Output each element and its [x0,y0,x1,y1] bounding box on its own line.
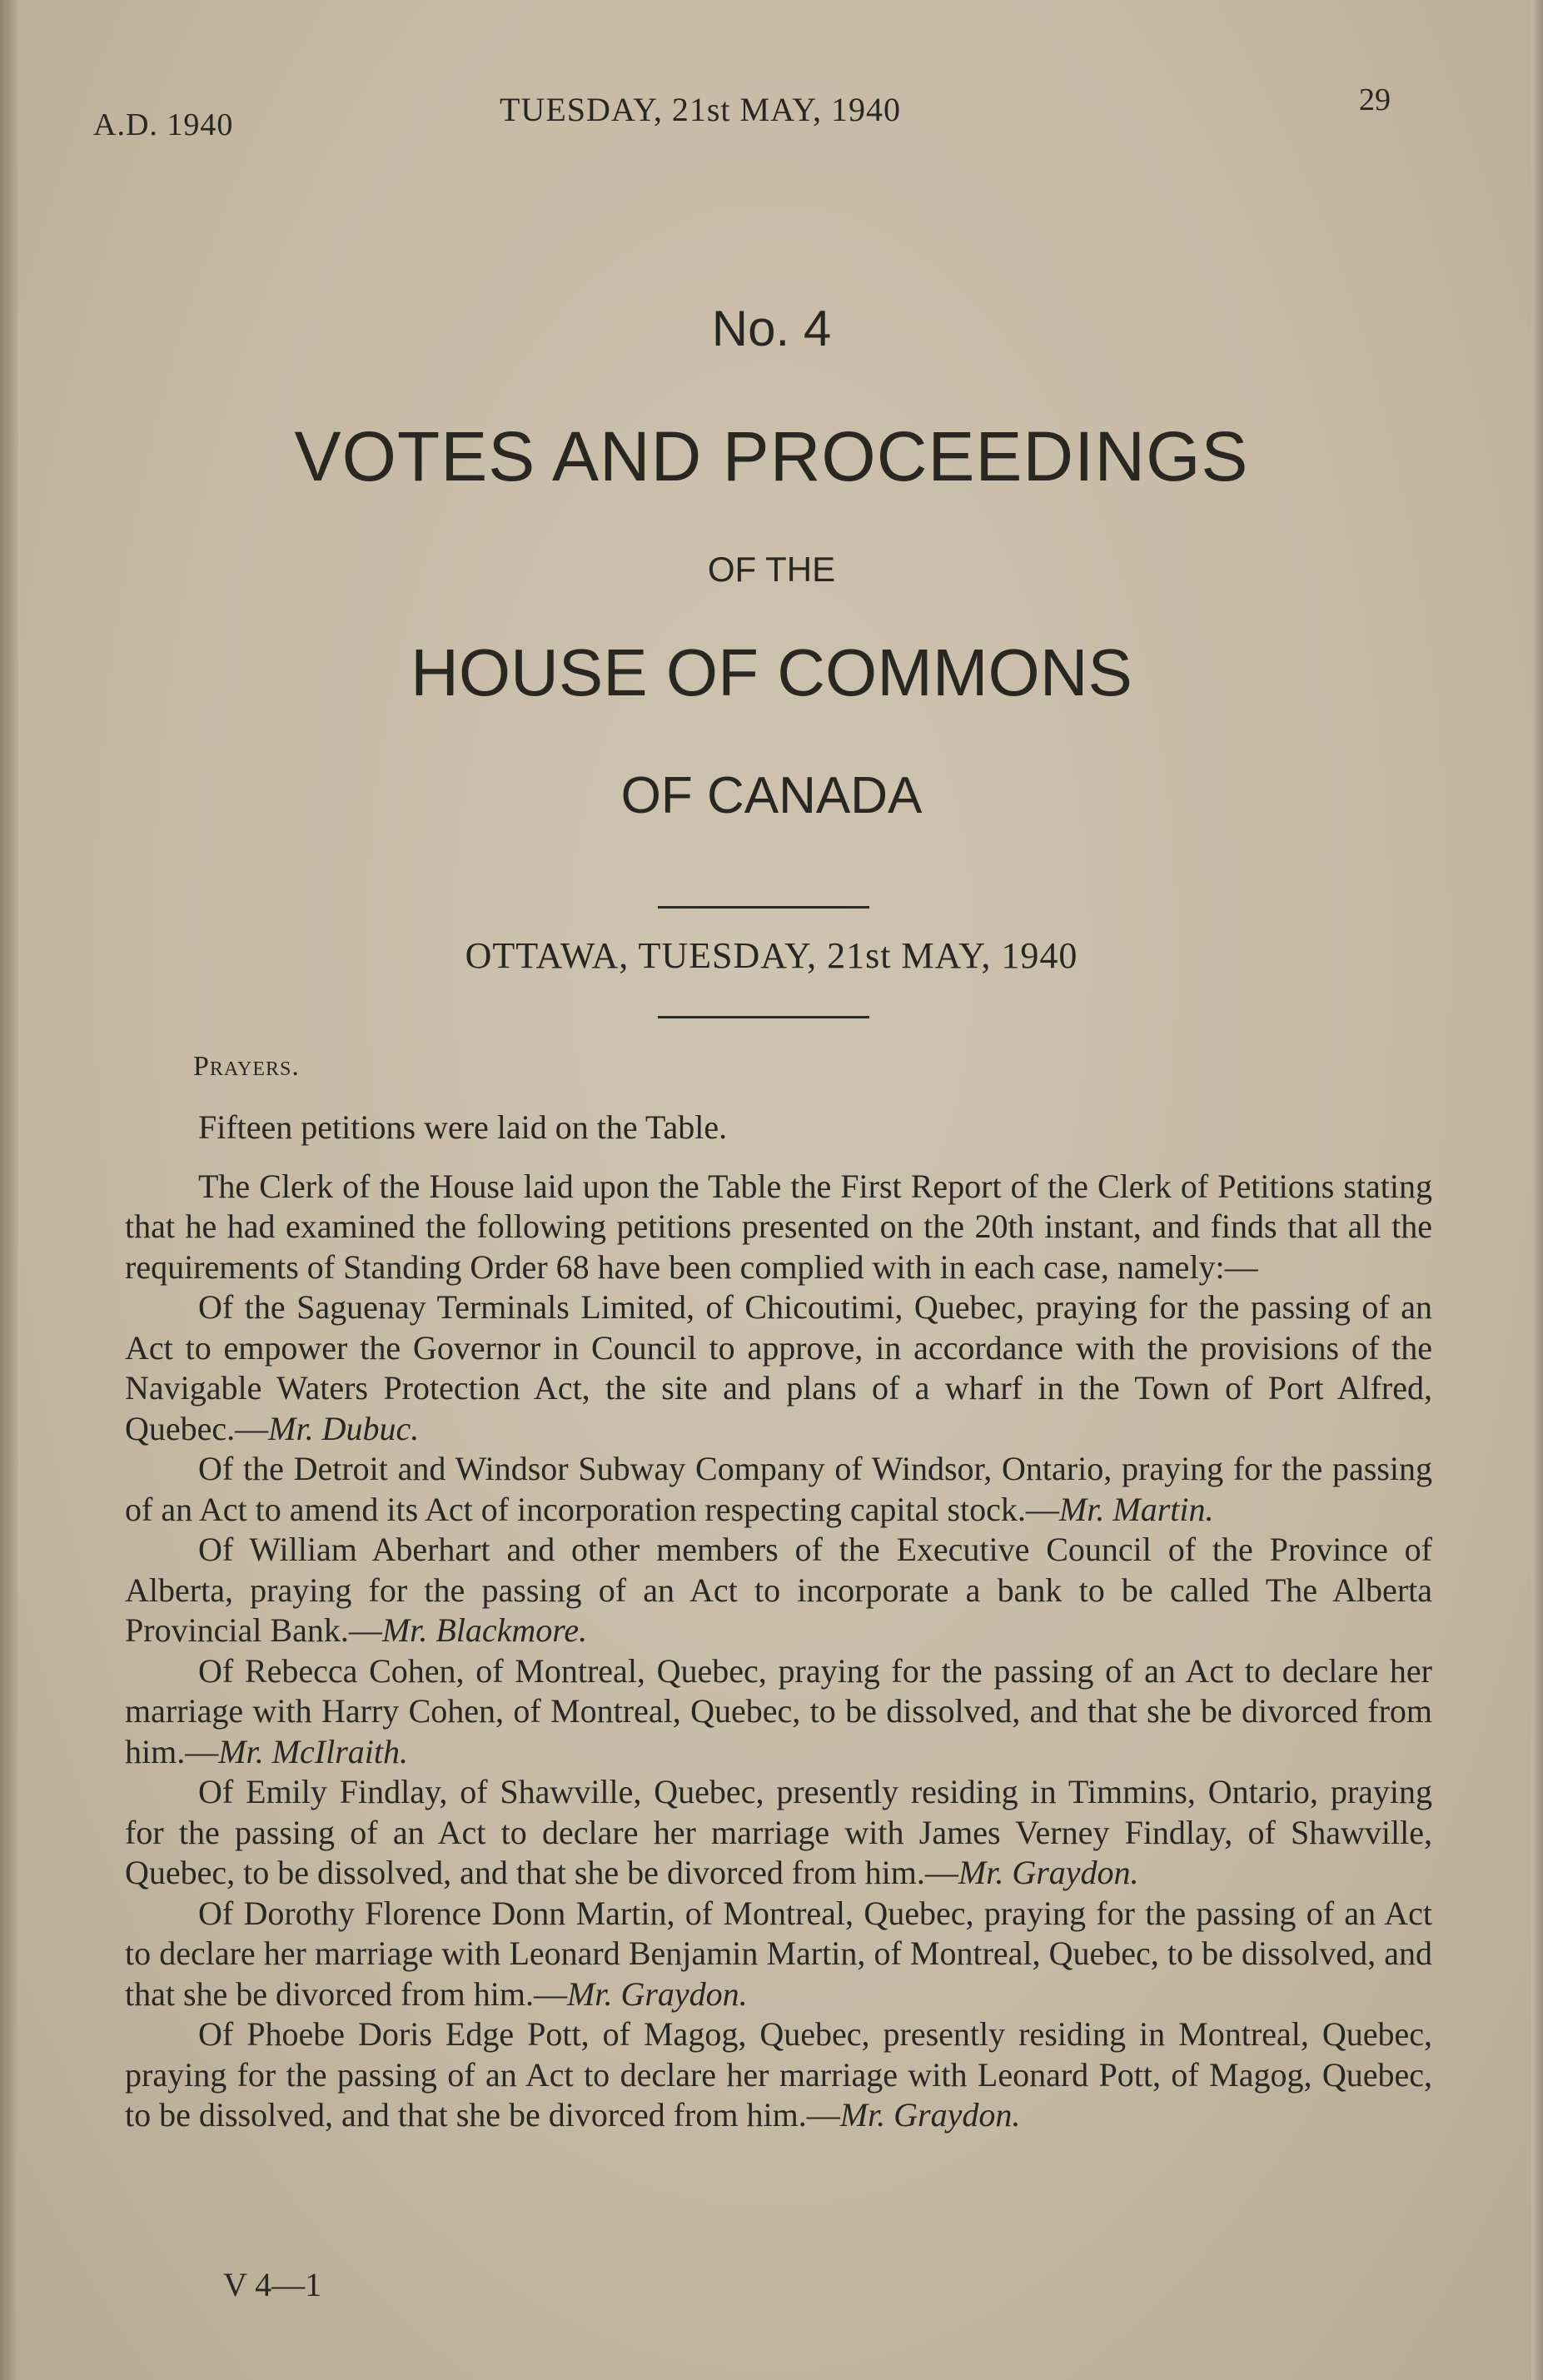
title-of-the: OF THE [707,550,836,589]
petition-member: Mr. Martin. [1058,1490,1214,1528]
petition-text: Of Phoebe Doris Edge Pott, of Magog, Quebec, presently residing in Montreal, Quebec, praying for the passing of an Act to declare her marriage with Leonard Pott, of Magog, Quebec, to be dissolved, and that she be divorced from him.— [125,2015,1432,2134]
petition-text: Of the Detroit and Windsor Subway Company of Windsor, Ontario, praying for the passing of an Act to amend its Act of incorporation respecting capital stock.— [125,1450,1432,1528]
petition-text: Of Emily Findlay, of Shawville, Quebec, presently residing in Timmins, Ontario, praying for the passing of an Act to declare her marriage with James Verney Findlay, of Shawville, Quebec, to be dissolved, and that she be divorced from him.— [125,1773,1432,1891]
petition-member: Mr. Dubuc. [268,1409,420,1447]
title-house: HOUSE OF COMMONS [411,635,1132,710]
title-canada: OF CANADA [620,767,923,824]
dateline: OTTAWA, TUESDAY, 21st MAY, 1940 [465,935,1078,976]
issue-number: No. 4 [711,301,832,356]
divider-rule-bottom [658,1016,869,1018]
page-number: 29 [1359,82,1391,117]
paragraph-petitions-laid: Fifteen petitions were laid on the Table. [198,1108,728,1146]
petition-text: Of Rebecca Cohen, of Montreal, Quebec, praying for the passing of an Act to declare her marriage with Harry Cohen, of Montreal, Quebec, to be dissolved, and that she be divorced from him.— [125,1651,1432,1770]
document-title: VOTES AND PROCEEDINGS [294,417,1249,495]
petition-member: Mr. McIlraith. [218,1732,408,1770]
paragraph-clerk-report: The Clerk of the House laid upon the Table the First Report of the Clerk of Petitions stating that he had examined the following petitions presented on the 20th instant, and finds that all the requirements of Standing Order 68 have been complied with in each case, namely:— [125,1167,1432,1286]
petition-item [125,1772,1432,1894]
petition-item [125,1287,1432,1449]
signature-mark: V 4—1 [223,2266,322,2303]
proceedings-body [125,1108,1432,2136]
petition-item [125,1530,1432,1651]
petition-text: Of William Aberhart and other members of the Executive Council of the Province of Alberta, praying for the passing of an Act to incorporate a bank to be called The Alberta Provincial Bank.— [125,1531,1432,1649]
petition-item [125,1894,1432,2015]
petition-text: Of Dorothy Florence Donn Martin, of Montreal, Quebec, praying for the passing of an Act to declare her marriage with Leonard Benjamin Martin, of Montreal, Quebec, to be dissolved, and that she be divorced from him.— [125,1894,1432,2013]
header-year: A.D. 1940 [93,107,234,142]
petition-member: Mr. Blackmore. [381,1611,588,1649]
header-date: TUESDAY, 21st MAY, 1940 [500,91,902,128]
petition-member: Mr. Graydon. [839,2096,1021,2134]
petition-item [125,1449,1432,1530]
petition-member: Mr. Graydon. [958,1854,1139,1891]
petition-text: Of the Saguenay Terminals Limited, of Chicoutimi, Quebec, praying for the passing of an Act to empower the Governor in Council to approve, in accordance with the provisions of the Navigable Waters Protection Act, the site and plans of a wharf in the Town of Port Alfred, Quebec.— [125,1288,1432,1447]
petition-member: Mr. Graydon. [566,1974,748,2013]
petition-item [125,1651,1432,1773]
petition-item [125,2014,1432,2136]
divider-rule-top [658,906,869,909]
prayers-heading: Prayers. [193,1051,300,1082]
